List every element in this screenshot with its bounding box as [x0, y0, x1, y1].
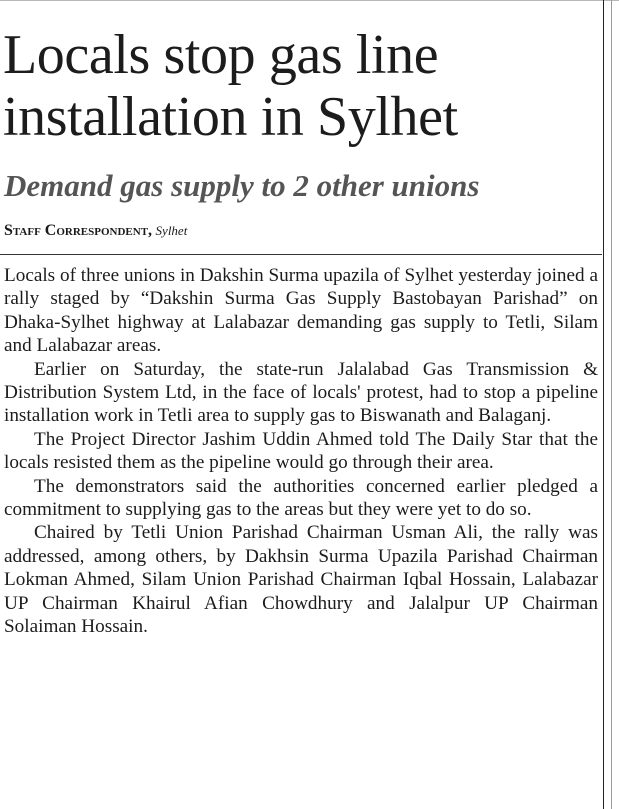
- article-body: [4, 264, 598, 639]
- byline-location: Sylhet: [155, 223, 188, 238]
- article-headline: Locals stop gas line installation in Sylhet: [3, 24, 458, 148]
- article-paragraph: The Project Director Jashim Uddin Ahmed told The Daily Star that the locals resisted them as the pipeline would go through their area.: [4, 428, 598, 474]
- byline-divider-rule: [0, 254, 602, 255]
- article-paragraph: The demonstrators said the authorities concerned earlier pledged a commitment to supplying gas to the areas but they were yet to do so.: [4, 475, 598, 521]
- article-subheadline: Demand gas supply to 2 other unions: [4, 168, 480, 203]
- column-divider-rule: [603, 0, 604, 809]
- page-edge-rule: [611, 0, 612, 809]
- article-paragraph: Locals of three unions in Dakshin Surma upazila of Sylhet yesterday joined a rally staged by “Dakshin Surma Gas Supply Bastobayan Parishad” on Dhaka-Sylhet highway at Lalabazar demanding gas supply to Tetli, Silam and Lalabazar areas.: [4, 265, 598, 357]
- byline-name: Staff Correspondent,: [4, 222, 153, 239]
- article-byline: [4, 222, 602, 241]
- top-border-rule: [0, 0, 619, 1]
- article-paragraph: Chaired by Tetli Union Parishad Chairman Usman Ali, the rally was addressed, among others, by Dakhsin Surma Upazila Parishad Chairman Lokman Ahmed, Silam Union Parishad Chairman Iqbal Hossain, Lalabazar UP Chairman Khairul Afian Chowdhury and Jalalpur UP Chairman Solaiman Hossain.: [4, 522, 598, 638]
- article-paragraph: Earlier on Saturday, the state-run Jalalabad Gas Transmission & Distribution System Ltd, in the face of locals' protest, had to stop a pipeline installation work in Tetli area to supply gas to Biswanath and Balaganj.: [4, 358, 598, 427]
